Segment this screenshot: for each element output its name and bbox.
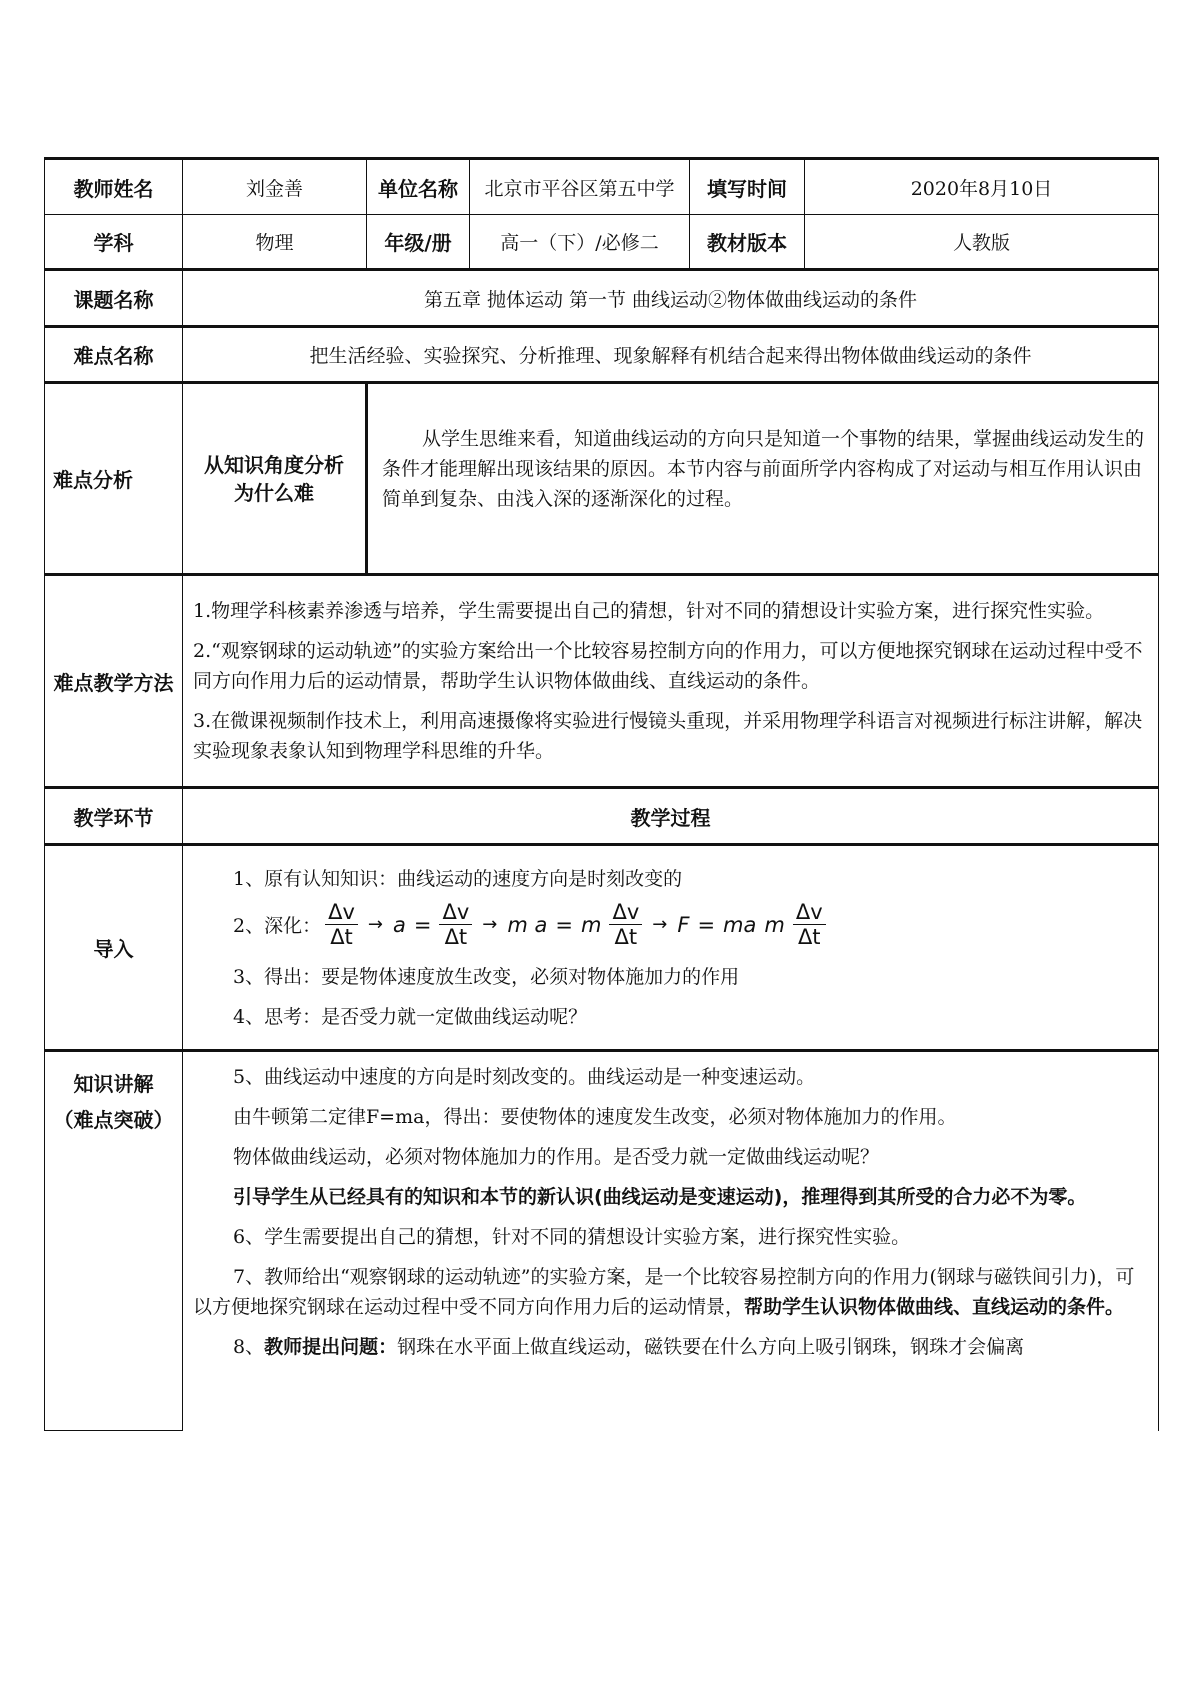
analysis-sub-label: 从知识角度分析为什么难 — [183, 383, 367, 575]
teacher-label: 教师姓名 — [45, 159, 183, 215]
symbol-m: m — [580, 912, 602, 937]
intro-cell — [183, 845, 1159, 1051]
arrow: → — [482, 914, 498, 935]
p8-bold: 教师提出问题： — [264, 1336, 398, 1358]
methods-label: 难点教学方法 — [45, 575, 183, 788]
equals: = — [555, 912, 573, 937]
p7-bold: 帮助学生认识物体做曲线、直线运动的条件。 — [744, 1296, 1125, 1318]
p7-text: 7、教师给出“观察钢球的运动轨迹”的实验方案，是一个比较容易控制方向的作用力(钢球与磁铁间引力)，可以方便地探究钢球在运动过程中受不同方向作用力后的运动情景， — [193, 1266, 1135, 1318]
symbol-ma: ma — [723, 912, 757, 937]
topic-value: 第五章 抛体运动 第一节 曲线运动②物体做曲线运动的条件 — [183, 270, 1159, 327]
p8-number: 8、 — [233, 1336, 265, 1358]
knowledge-p5: 5、曲线运动中速度的方向是时刻改变的。曲线运动是一种变速运动。 — [233, 1066, 816, 1088]
intro-line-1: 1、原有认知知识：曲线运动的速度方向是时刻改变的 — [233, 867, 683, 890]
edition-label: 教材版本 — [690, 215, 805, 270]
difficulty-value: 把生活经验、实验探究、分析推理、现象解释有机结合起来得出物体做曲线运动的条件 — [183, 327, 1159, 383]
intro-line-4: 4、思考：是否受力就一定做曲线运动呢？ — [233, 1005, 588, 1028]
intro-line-2-prefix: 2、深化： — [233, 915, 322, 937]
method-item: 1.物理学科核素养渗透与培养，学生需要提出自己的猜想，针对不同的猜想设计实验方案，进行探究性实验。 — [193, 600, 1105, 622]
fraction: $\frac{\Delta v}{\Delta t}$ — [793, 900, 826, 949]
fraction: $\frac{\Delta v}{\Delta t}$ — [325, 900, 358, 949]
process-label: 教学过程 — [183, 788, 1159, 845]
symbol-f: F — [677, 912, 690, 937]
unit-label: 单位名称 — [367, 159, 470, 215]
subject-label: 学科 — [45, 215, 183, 270]
symbol-a: a — [392, 912, 406, 937]
knowledge-p5c: 物体做曲线运动，必须对物体施加力的作用。是否受力就一定做曲线运动呢？ — [233, 1146, 880, 1168]
method-item: 3.在微课视频制作技术上，利用高速摄像将实验进行慢镜头重现，并采用物理学科语言对视频进行标注讲解，解决实验现象表象认知到物理学科思维的升华。 — [193, 710, 1143, 762]
stage-label: 教学环节 — [45, 788, 183, 845]
knowledge-p8 — [193, 1332, 1148, 1362]
knowledge-p7 — [193, 1262, 1148, 1322]
knowledge-label: 知识讲解 — [73, 1072, 154, 1096]
p8-text: 钢珠在水平面上做直线运动，磁铁要在什么方向上吸引钢珠，钢珠才会偏离 — [397, 1336, 1025, 1358]
subject-value: 物理 — [183, 215, 367, 270]
methods-cell — [183, 575, 1159, 788]
intro-label: 导入 — [45, 845, 183, 1051]
fraction: $\frac{\Delta v}{\Delta t}$ — [609, 900, 642, 949]
teacher-value: 刘金善 — [183, 159, 367, 215]
date-label: 填写时间 — [690, 159, 805, 215]
difficulty-label: 难点名称 — [45, 327, 183, 383]
grade-label: 年级/册 — [367, 215, 470, 270]
method-item: 2.“观察钢球的运动轨迹”的实验方案给出一个比较容易控制方向的作用力，可以方便地探究钢球在运动过程中受不同方向作用力后的运动情景，帮助学生认识物体做曲线、直线运动的条件。 — [193, 640, 1143, 692]
fraction: $\frac{\Delta v}{\Delta t}$ — [439, 900, 472, 949]
equals: = — [697, 912, 716, 937]
equals: = — [413, 912, 432, 937]
lesson-plan-table — [44, 157, 1158, 1431]
intro-line-3: 3、得出：要是物体速度放生改变，必须对物体施加力的作用 — [233, 965, 740, 988]
derivation-formula — [193, 894, 1148, 956]
topic-label: 课题名称 — [45, 270, 183, 327]
date-value: 2020年8月10日 — [805, 159, 1159, 215]
analysis-label: 难点分析 — [45, 383, 183, 575]
arrow: → — [367, 914, 383, 935]
knowledge-sub-label: （难点突破） — [53, 1108, 174, 1132]
knowledge-cell — [183, 1051, 1159, 1431]
knowledge-p6: 6、学生需要提出自己的猜想，针对不同的猜想设计实验方案，进行探究性实验。 — [233, 1226, 911, 1248]
knowledge-bold-paragraph: 引导学生从已经具有的知识和本节的新认识(曲线运动是变速运动)，推理得到其所受的合力必不为零。 — [233, 1186, 1087, 1208]
analysis-text-cell — [367, 383, 1159, 575]
symbol-ma: m a — [507, 912, 548, 937]
knowledge-p5b: 由牛顿第二定律F=ma，得出：要使物体的速度发生改变，必须对物体施加力的作用。 — [233, 1106, 957, 1128]
arrow: → — [652, 914, 668, 935]
knowledge-label-cell — [45, 1051, 183, 1431]
unit-value: 北京市平谷区第五中学 — [470, 159, 690, 215]
symbol-m: m — [764, 912, 785, 937]
grade-value: 高一（下）/必修二 — [470, 215, 690, 270]
edition-value: 人教版 — [805, 215, 1159, 270]
analysis-text: 从学生思维来看，知道曲线运动的方向只是知道一个事物的结果，掌握曲线运动发生的条件才能理解出现该结果的原因。本节内容与前面所学内容构成了对运动与相互作用认识由简单到复杂、由浅入深的逐渐深化的过程。 — [382, 427, 1145, 510]
